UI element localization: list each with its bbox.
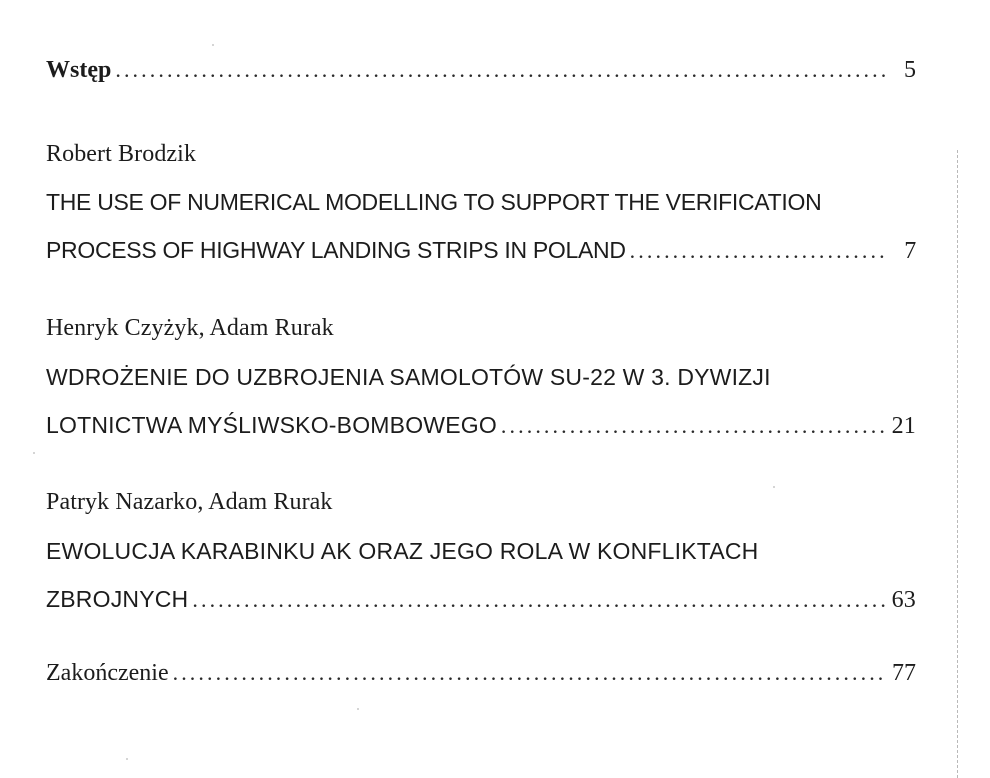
toc-entry-3-title-line2[interactable] [46, 581, 916, 617]
toc-entry-3-authors: Patryk Nazarko, Adam Rurak [46, 489, 333, 515]
dot-leader [192, 582, 885, 618]
dot-leader [501, 408, 886, 444]
toc-entry-1-page: 7 [904, 238, 916, 264]
toc-entry-1-title-line1[interactable]: THE USE OF NUMERICAL MODELLING TO SUPPORT THE VERIFICATION [46, 189, 822, 215]
dot-leader [173, 655, 886, 691]
toc-entry-1-title-line2[interactable] [46, 232, 916, 268]
toc-conclusion-label: Zakończenie [46, 660, 169, 686]
toc-entry-2-title-line2[interactable] [46, 407, 916, 443]
toc-entry-2-page: 21 [891, 413, 916, 439]
scan-speck [33, 452, 35, 454]
scan-edge-line [957, 150, 958, 778]
toc-entry-intro[interactable] [46, 52, 916, 88]
toc-entry-3-page: 63 [891, 587, 916, 613]
dot-leader [630, 233, 886, 269]
toc-entry-2-title-line2-text: LOTNICTWA MYŚLIWSKO-BOMBOWEGO [46, 412, 497, 438]
scan-speck [212, 44, 214, 46]
toc-conclusion-page: 77 [892, 660, 916, 686]
scan-speck [126, 758, 128, 760]
toc-entry-2-authors: Henryk Czyżyk, Adam Rurak [46, 315, 334, 341]
toc-entry-2-title-line1[interactable]: WDROŻENIE DO UZBROJENIA SAMOLOTÓW SU-22 W 3. DYWIZJI [46, 364, 771, 390]
toc-intro-page: 5 [904, 57, 916, 83]
toc-intro-label: Wstęp [46, 57, 112, 83]
toc-entry-1-title-line2-text: PROCESS OF HIGHWAY LANDING STRIPS IN POLAND [46, 237, 626, 263]
scan-speck [357, 708, 359, 710]
toc-entry-conclusion[interactable] [46, 655, 916, 691]
toc-entry-1-authors: Robert Brodzik [46, 141, 197, 167]
toc-entry-3-title-line1[interactable]: EWOLUCJA KARABINKU AK ORAZ JEGO ROLA W KONFLIKTACH [46, 538, 759, 564]
toc-entry-3-title-line2-text: ZBROJNYCH [46, 586, 189, 612]
dot-leader [115, 52, 886, 88]
